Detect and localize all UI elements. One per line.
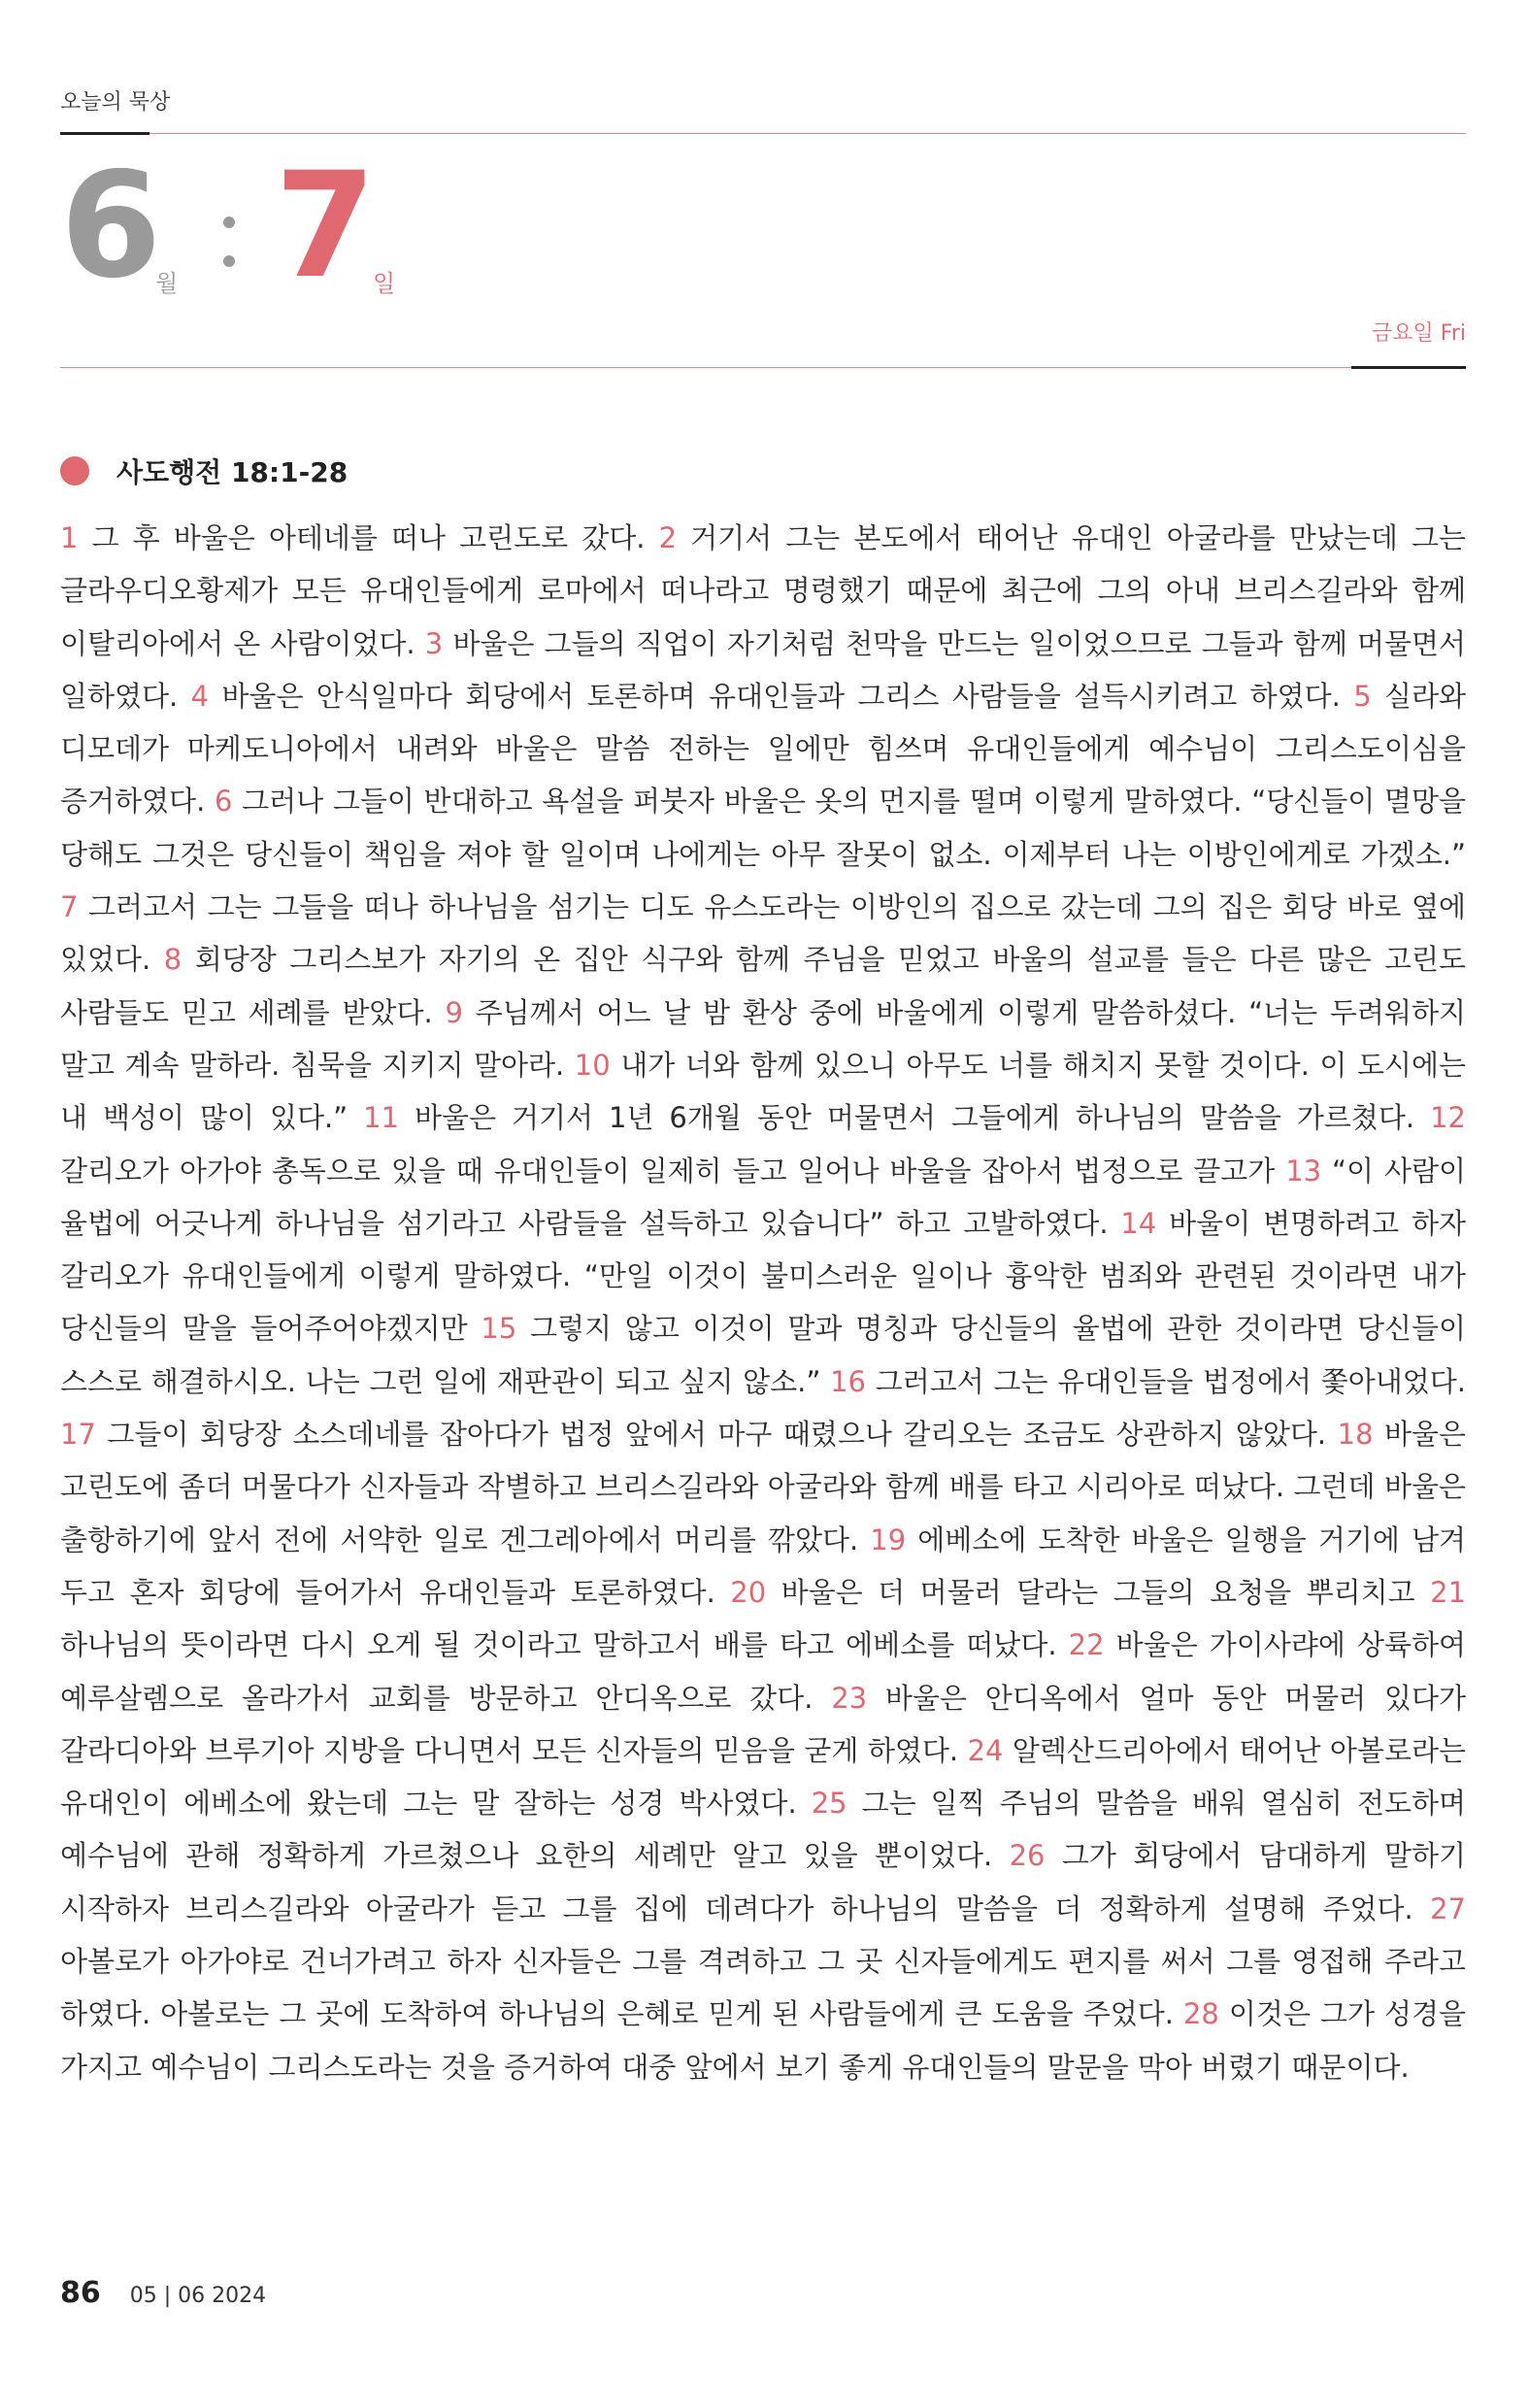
date-day: 7 xyxy=(275,142,377,311)
verse xyxy=(60,521,645,554)
verse-number: 8 xyxy=(163,943,183,977)
verse xyxy=(363,1101,1414,1134)
verse-number: 5 xyxy=(1353,679,1372,713)
passage-body xyxy=(60,512,1466,2093)
verse-number: 24 xyxy=(967,1733,1004,1767)
verse-text: 갈리오가 아가야 총독으로 있을 때 유대인들이 일제히 들고 일어나 바울을 잡아서 법정으로 끌고가 xyxy=(60,1154,1276,1187)
verse-text: 바울은 거기서 1년 6개월 동안 머물면서 그들에게 하나님의 말씀을 가르쳤다. xyxy=(415,1101,1415,1135)
verse-text: 바울은 그들의 직업이 자기처럼 천막을 만드는 일이었으므로 그들과 함께 머물면서 일하였다. xyxy=(60,626,1467,713)
verse-number: 28 xyxy=(1182,1997,1219,2031)
verse-number: 19 xyxy=(870,1522,907,1556)
verse-text: 회당장 그리스보가 자기의 온 집안 식구와 함께 주님을 믿었고 바울의 설교를 들은 다른 많은 고린도 사람들도 믿고 세례를 받았다. xyxy=(60,943,1466,1029)
date-month-unit: 월 xyxy=(155,270,179,297)
verse-number: 27 xyxy=(1430,1891,1467,1925)
verse-number: 2 xyxy=(658,521,678,554)
header-divider-accent xyxy=(1351,366,1466,369)
verse-text: 실라와 디모데가 마케도니아에서 내려와 바울은 말씀 전하는 일에만 힘쓰며 유대인들에게 예수님이 그리스도이심을 증거하였다. xyxy=(60,679,1467,819)
passage-reference: 사도행전 18:1-28 xyxy=(116,456,349,488)
verse-number: 14 xyxy=(1120,1206,1157,1240)
issue-date: 05 | 06 2024 xyxy=(129,2284,267,2308)
verse-number: 15 xyxy=(481,1312,517,1346)
date-day-unit: 일 xyxy=(373,270,396,297)
verse-number: 7 xyxy=(60,890,79,924)
verse-number: 18 xyxy=(1337,1418,1374,1452)
verse-number: 26 xyxy=(1009,1839,1046,1873)
header-divider xyxy=(60,367,1351,368)
date-month: 6 xyxy=(60,142,162,311)
page-number: 86 xyxy=(60,2276,101,2310)
verse-text: 그렇지 않고 이것이 말과 명칭과 당신들의 율법에 관한 것이라면 당신들이 스스로 해결하시오. 나는 그런 일에 재판관이 되고 싶지 않소.” xyxy=(60,1312,1467,1398)
verse-number: 25 xyxy=(811,1787,847,1821)
verse-text: 그들이 회당장 소스데네를 잡아다가 법정 앞에서 마구 때렸으나 갈리오는 조금도 상관하지 않았다. xyxy=(107,1418,1327,1452)
verse-text: 내가 너와 함께 있으니 아무도 너를 해치지 못할 것이다. 이 도시에는 내 백성이 많이 있다.” xyxy=(60,1048,1467,1135)
verse-text: 바울은 가이사랴에 상륙하여 예루살렘으로 올라가서 교회를 방문하고 안디옥으로 갔다. xyxy=(60,1628,1467,1715)
verse-number: 21 xyxy=(1430,1575,1467,1609)
weekday-label: 금요일 Fri xyxy=(1372,321,1466,346)
verse-number: 11 xyxy=(363,1101,400,1135)
verse-number: 4 xyxy=(190,679,210,713)
verse-text: 그는 일찍 주님의 말씀을 배워 열심히 전도하며 예수님에 관해 정확하게 가르쳤으나 요한의 세례만 알고 있을 뿐이었다. xyxy=(60,1787,1467,1873)
page-footer xyxy=(60,2276,266,2310)
passage-heading xyxy=(60,452,348,490)
verse-number: 23 xyxy=(831,1681,868,1715)
top-rule xyxy=(149,133,1466,134)
verse-number: 9 xyxy=(445,995,463,1029)
verse-number: 12 xyxy=(1430,1101,1466,1135)
verse-text: 바울은 안식일마다 회당에서 토론하며 유대인들과 그리스 사람들을 설득시키려고 하였다. xyxy=(221,679,1341,713)
verse-text: 바울은 고린도에 좀더 머물다가 신자들과 작별하고 브리스길라와 아굴라와 함께 배를 타고 시리아로 떠났다. 그런데 바울은 출항하기에 앞서 전에 서약한 일로 겐그레아에서 머리를 깎았다. xyxy=(60,1418,1467,1556)
verse-text: 그러고서 그는 유대인들을 법정에서 쫓아내었다. xyxy=(875,1364,1467,1398)
verse-text: 알렉산드리아에서 태어난 아볼로라는 유대인이 에베소에 왔는데 그는 말 잘하는 성경 박사였다. xyxy=(60,1733,1466,1821)
verse-text: 바울이 변명하려고 하자 갈리오가 유대인들에게 이렇게 말하였다. “만일 이것이 불미스러운 일이나 흉악한 범죄와 관련된 것이라면 내가 당신들의 말을 들어주어야겠지만 xyxy=(60,1206,1467,1346)
verse xyxy=(60,785,1466,870)
verse-number: 3 xyxy=(424,626,444,660)
verse-text: 아볼로가 아가야로 건너가려고 하자 신자들은 그를 격려하고 그 곳 신자들에게도 편지를 써서 그를 영접해 주라고 하였다. 아볼로는 그 곳에 도착하여 하나님의 은혜로 믿게 된 사람들에게 큰 도움을 주었다. xyxy=(60,1945,1466,2031)
section-label: 오늘의 묵상 xyxy=(60,90,171,115)
bullet-dot-icon xyxy=(60,456,89,485)
verse xyxy=(191,680,1341,713)
verse-text: 그가 회당에서 담대하게 말하기 시작하자 브리스길라와 아굴라가 듣고 그를 집에 데려다가 하나님의 말씀을 더 정확하게 설명해 주었다. xyxy=(60,1839,1467,1925)
verse-number: 10 xyxy=(574,1048,611,1082)
verse xyxy=(730,1576,1414,1609)
verse-number: 22 xyxy=(1068,1628,1105,1662)
verse-text: 그 후 바울은 아테네를 떠나 고린도로 갔다. xyxy=(91,521,646,554)
verse-text: 거기서 그는 본도에서 태어난 유대인 아굴라를 만났는데 그는 글라우디오황제가 모든 유대인들에게 로마에서 떠나라고 명령했기 때문에 최근에 그의 아내 브리스길라와 함께 이탈리아에서 온 사람이었다. xyxy=(60,521,1467,660)
verse xyxy=(830,1365,1466,1398)
verse-text: 에베소에 도착한 바울은 일행을 거기에 남겨 두고 혼자 회당에 들어가서 유대인들과 토론하였다. xyxy=(60,1522,1466,1609)
verse-text: 하나님의 뜻이라면 다시 오게 될 것이라고 말하고서 배를 타고 에베소를 떠났다. xyxy=(60,1628,1057,1662)
verse-text: 주님께서 어느 날 밤 환상 중에 바울에게 이렇게 말씀하셨다. “너는 두려워하지 말고 계속 말하라. 침묵을 지키지 말아라. xyxy=(60,995,1466,1082)
verse-text: 바울은 더 머물러 달라는 그들의 요청을 뿌리치고 xyxy=(781,1575,1415,1609)
verse-text: 그러고서 그는 그들을 떠나 하나님을 섬기는 디도 유스도라는 이방인의 집으로 갔는데 그의 집은 회당 바로 옆에 있었다. xyxy=(60,890,1467,977)
verse-text: 이것은 그가 성경을 가지고 예수님이 그리스도라는 것을 증거하여 대중 앞에서 보기 좋게 유대인들의 말문을 막아 버렸기 때문이다. xyxy=(60,1997,1467,2084)
verse xyxy=(60,1418,1326,1451)
verse-number: 20 xyxy=(730,1575,767,1609)
verse-number: 16 xyxy=(830,1364,867,1398)
verse-number: 6 xyxy=(214,785,233,819)
top-rule-accent xyxy=(60,132,149,135)
verse-number: 1 xyxy=(60,521,79,554)
verse-text: 바울은 안디옥에서 얼마 동안 머물러 있다가 갈라디아와 브루기아 지방을 다니면서 모든 신자들의 믿음을 굳게 하였다. xyxy=(60,1681,1467,1767)
verse-number: 13 xyxy=(1285,1154,1322,1187)
verse-number: 17 xyxy=(60,1418,96,1452)
verse-text: “이 사람이 율법에 어긋나게 하나님을 섬기라고 사람들을 설득하고 있습니다” 하고 고발하였다. xyxy=(60,1154,1467,1240)
verse-text: 그러나 그들이 반대하고 욕설을 퍼붓자 바울은 옷의 먼지를 떨며 이렇게 말하였다. “당신들이 멸망을 당해도 그것은 당신들이 책임을 져야 할 일이며 나에게는 아무 잘못이 없소. 이제부터 나는 이방인에게로 가겠소.” xyxy=(60,785,1467,871)
date-separator-icon xyxy=(223,199,237,277)
